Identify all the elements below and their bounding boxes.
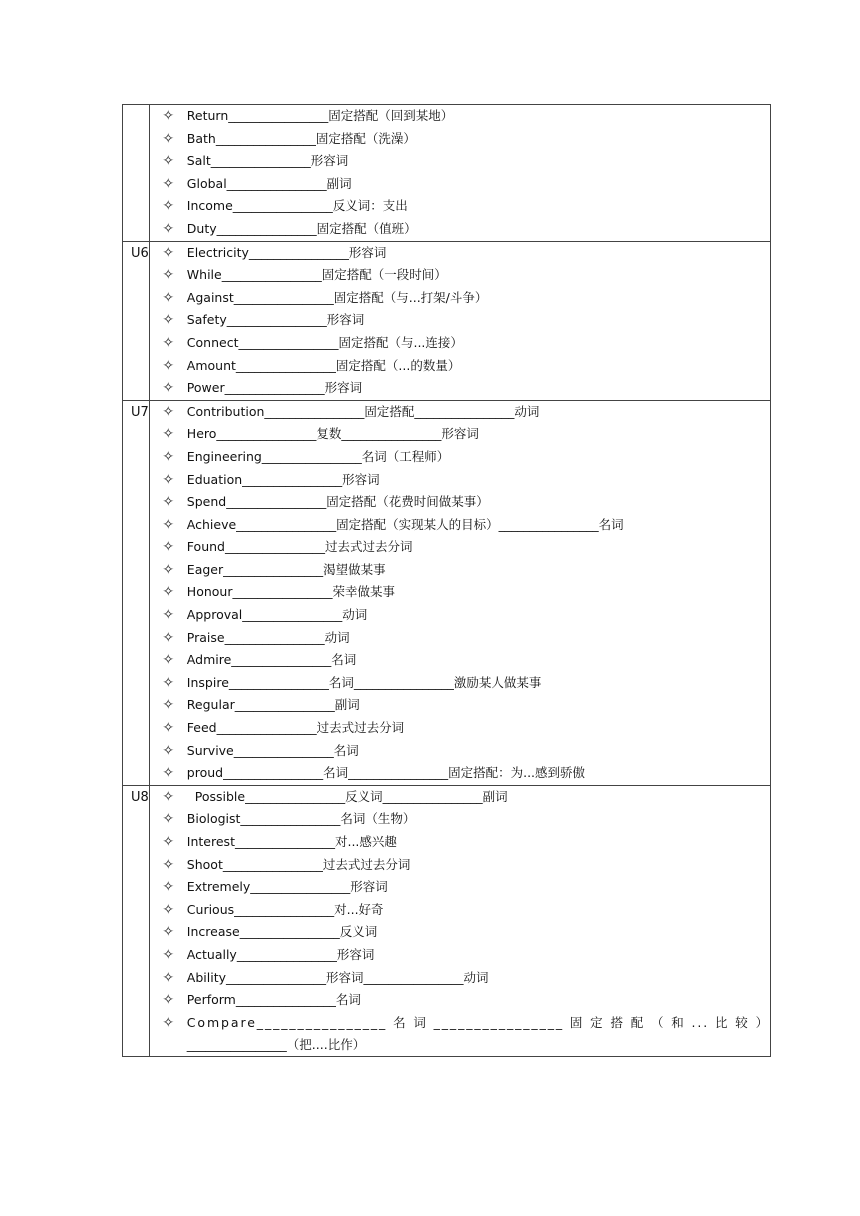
- vocab-item-text: Safety________________形容词: [186, 312, 365, 328]
- vocab-item-text: Against________________固定搭配（与...打架/斗争）: [186, 289, 488, 305]
- star-bullet-icon: ✧: [162, 629, 175, 646]
- star-bullet-icon: ✧: [162, 561, 175, 578]
- star-bullet-icon: ✧: [162, 380, 175, 397]
- unit-label: U7: [131, 404, 149, 420]
- star-bullet-icon: ✧: [162, 834, 175, 850]
- star-bullet-icon: ✧: [162, 811, 175, 828]
- vocab-item-text: While________________固定搭配（一段时间）: [186, 267, 447, 283]
- vocab-item-text: Actually________________形容词: [186, 946, 375, 962]
- star-bullet-icon: ✧: [162, 312, 175, 329]
- vocab-item-text: Hero________________复数________________形容词: [186, 426, 479, 442]
- vocab-item: [150, 740, 770, 763]
- star-bullet-icon: ✧: [162, 426, 175, 443]
- vocab-item: [150, 921, 770, 944]
- star-bullet-icon: ✧: [162, 403, 175, 420]
- vocabulary-table-body: [123, 105, 771, 1057]
- star-bullet-icon: ✧: [162, 697, 175, 714]
- star-bullet-icon: ✧: [162, 1014, 175, 1031]
- vocab-item: [150, 762, 770, 785]
- star-bullet-icon: ✧: [162, 220, 175, 237]
- vocab-item: [150, 854, 770, 877]
- vocab-item-text: Income________________反义词：支出: [186, 198, 408, 214]
- vocab-item: [150, 808, 770, 831]
- star-bullet-icon: ✧: [162, 720, 175, 737]
- vocab-item-text: Spend________________固定搭配（花费时间做某事）: [186, 494, 489, 510]
- vocab-item-text: Regular________________副词: [186, 697, 360, 713]
- star-bullet-icon: ✧: [162, 652, 175, 669]
- vocab-item-text: Shoot________________过去式过去分词: [186, 856, 411, 872]
- vocab-item: [150, 672, 770, 695]
- vocab-item: [150, 218, 770, 241]
- vocab-list-cell: [149, 241, 770, 400]
- vocab-item: [150, 944, 770, 967]
- unit-label: [123, 105, 149, 109]
- star-bullet-icon: ✧: [162, 289, 175, 306]
- vocab-item: [150, 694, 770, 717]
- vocab-item-text: Curious________________对...好奇: [186, 901, 384, 917]
- vocab-item-text: Electricity________________形容词: [186, 244, 387, 260]
- star-bullet-icon: ✧: [162, 742, 175, 759]
- vocab-item-text: Perform________________名词: [186, 992, 361, 1008]
- unit-label-cell: [123, 785, 150, 1057]
- star-bullet-icon: ✧: [162, 674, 175, 691]
- vocab-list-cell: [149, 785, 770, 1057]
- vocab-item-text: Achieve________________固定搭配（实现某人的目标）________________名词: [186, 516, 624, 532]
- vocab-item: [150, 1012, 770, 1035]
- vocab-item: [150, 876, 770, 899]
- vocab-item-text: proud________________名词________________固定搭配：为...感到骄傲: [186, 765, 586, 781]
- star-bullet-icon: ✧: [162, 334, 175, 351]
- star-bullet-icon: ✧: [162, 471, 175, 488]
- vocab-item-text: Possible________________反义词________________副词: [186, 788, 508, 804]
- vocab-item-text: Extremely________________形容词: [186, 879, 388, 895]
- vocab-item: [150, 831, 770, 854]
- vocab-item: [150, 604, 770, 627]
- vocab-item-text: Inspire________________名词________________激励某人做某事: [186, 674, 542, 690]
- vocab-item: [150, 649, 770, 672]
- vocab-item: [150, 581, 770, 604]
- star-bullet-icon: ✧: [162, 992, 175, 1009]
- vocab-item-text: Salt________________形容词: [186, 153, 349, 169]
- vocab-item: [150, 287, 770, 310]
- vocab-item-text: Survive________________名词: [186, 742, 359, 758]
- vocab-item: [150, 536, 770, 559]
- vocab-item-text: Increase________________反义词: [186, 924, 378, 940]
- vocab-item-text: Global________________副词: [186, 175, 352, 191]
- vocab-item-text: Approval________________动词: [186, 607, 368, 623]
- star-bullet-icon: ✧: [162, 765, 175, 782]
- star-bullet-icon: ✧: [162, 130, 175, 147]
- star-bullet-icon: ✧: [162, 198, 175, 215]
- unit-label-cell: [123, 105, 150, 242]
- vocab-item-text: Praise________________动词: [186, 629, 350, 645]
- vocab-item: [150, 967, 770, 990]
- vocab-item: [150, 105, 770, 128]
- star-bullet-icon: ✧: [162, 879, 175, 896]
- vocab-item-text: Honour________________荣幸做某事: [186, 584, 395, 600]
- vocab-item: [150, 989, 770, 1012]
- vocab-item-text: Eager________________渴望做某事: [186, 561, 386, 577]
- unit-row: [123, 400, 771, 785]
- star-bullet-icon: ✧: [162, 494, 175, 511]
- vocab-item-text: Duty________________固定搭配（值班）: [186, 220, 417, 236]
- vocab-item: [150, 786, 770, 809]
- star-bullet-icon: ✧: [162, 856, 175, 873]
- star-bullet-icon: ✧: [162, 788, 175, 805]
- star-bullet-icon: ✧: [162, 584, 175, 601]
- vocab-item-text: Compare________________ 名 词 ________________ 固 定 搭 配 （ 和 ... 比 较 ）: [186, 1014, 770, 1030]
- vocab-item: [150, 150, 770, 173]
- vocab-item: [150, 423, 770, 446]
- vocab-item-text: Found________________过去式过去分词: [186, 539, 413, 555]
- vocab-item: [150, 309, 770, 332]
- star-bullet-icon: ✧: [162, 946, 175, 963]
- vocab-item: [150, 717, 770, 740]
- vocab-item-text: Eduation________________形容词: [186, 471, 380, 487]
- star-bullet-icon: ✧: [162, 607, 175, 624]
- vocab-item-text: Biologist________________名词（生物）: [186, 811, 416, 827]
- vocab-item: [150, 242, 770, 265]
- star-bullet-icon: ✧: [162, 539, 175, 556]
- unit-row: [123, 241, 771, 400]
- star-bullet-icon: ✧: [162, 924, 175, 941]
- vocab-item: [150, 173, 770, 196]
- unit-label: U8: [131, 789, 149, 805]
- star-bullet-icon: ✧: [162, 901, 175, 918]
- vocab-item-text: Amount________________固定搭配（...的数量）: [186, 357, 461, 373]
- star-bullet-icon: ✧: [162, 448, 175, 465]
- star-bullet-icon: ✧: [162, 969, 175, 986]
- star-bullet-icon: ✧: [162, 153, 175, 170]
- unit-row: [123, 105, 771, 242]
- vocab-item: [150, 332, 770, 355]
- star-bullet-icon: ✧: [162, 267, 175, 284]
- star-bullet-icon: ✧: [162, 357, 175, 374]
- vocab-item-continuation: ________________（把....比作）: [186, 1037, 366, 1053]
- vocab-item: [150, 899, 770, 922]
- vocab-item-text: Interest________________对...感兴趣: [186, 834, 397, 849]
- vocab-item: [150, 128, 770, 151]
- vocab-item: [150, 401, 770, 424]
- vocab-item: [150, 469, 770, 492]
- vocab-item: [150, 355, 770, 378]
- vocab-item-text: Bath________________固定搭配（洗澡）: [186, 130, 416, 146]
- star-bullet-icon: ✧: [162, 244, 175, 261]
- vocab-item: [150, 627, 770, 650]
- vocab-item-text: Feed________________过去式过去分词: [186, 720, 405, 736]
- unit-row: [123, 785, 771, 1057]
- vocab-item: [150, 377, 770, 400]
- star-bullet-icon: ✧: [162, 108, 175, 124]
- vocab-item-text: Connect________________固定搭配（与...连接）: [186, 334, 463, 350]
- vocab-list-cell: [149, 105, 770, 242]
- unit-label-cell: [123, 241, 150, 400]
- star-bullet-icon: ✧: [162, 516, 175, 533]
- vocab-item: [150, 195, 770, 218]
- vocab-item: [150, 264, 770, 287]
- vocabulary-table: [122, 104, 771, 1057]
- vocab-item-text: Contribution________________固定搭配________________动词: [186, 403, 540, 419]
- vocab-item-text: Power________________形容词: [186, 380, 363, 396]
- star-bullet-icon: ✧: [162, 175, 175, 192]
- vocab-item-text: Return________________固定搭配（回到某地）: [186, 108, 454, 123]
- unit-label: U6: [131, 245, 149, 261]
- vocab-item: [150, 514, 770, 537]
- vocab-item: [150, 446, 770, 469]
- unit-label-cell: [123, 400, 150, 785]
- vocab-list-cell: [149, 400, 770, 785]
- vocab-item-text: Ability________________形容词________________动词: [186, 969, 489, 985]
- vocab-item-text: Engineering________________名词（工程师）: [186, 448, 450, 464]
- vocab-item-text: Admire________________名词: [186, 652, 357, 668]
- vocab-item: [150, 491, 770, 514]
- vocab-item: [150, 559, 770, 582]
